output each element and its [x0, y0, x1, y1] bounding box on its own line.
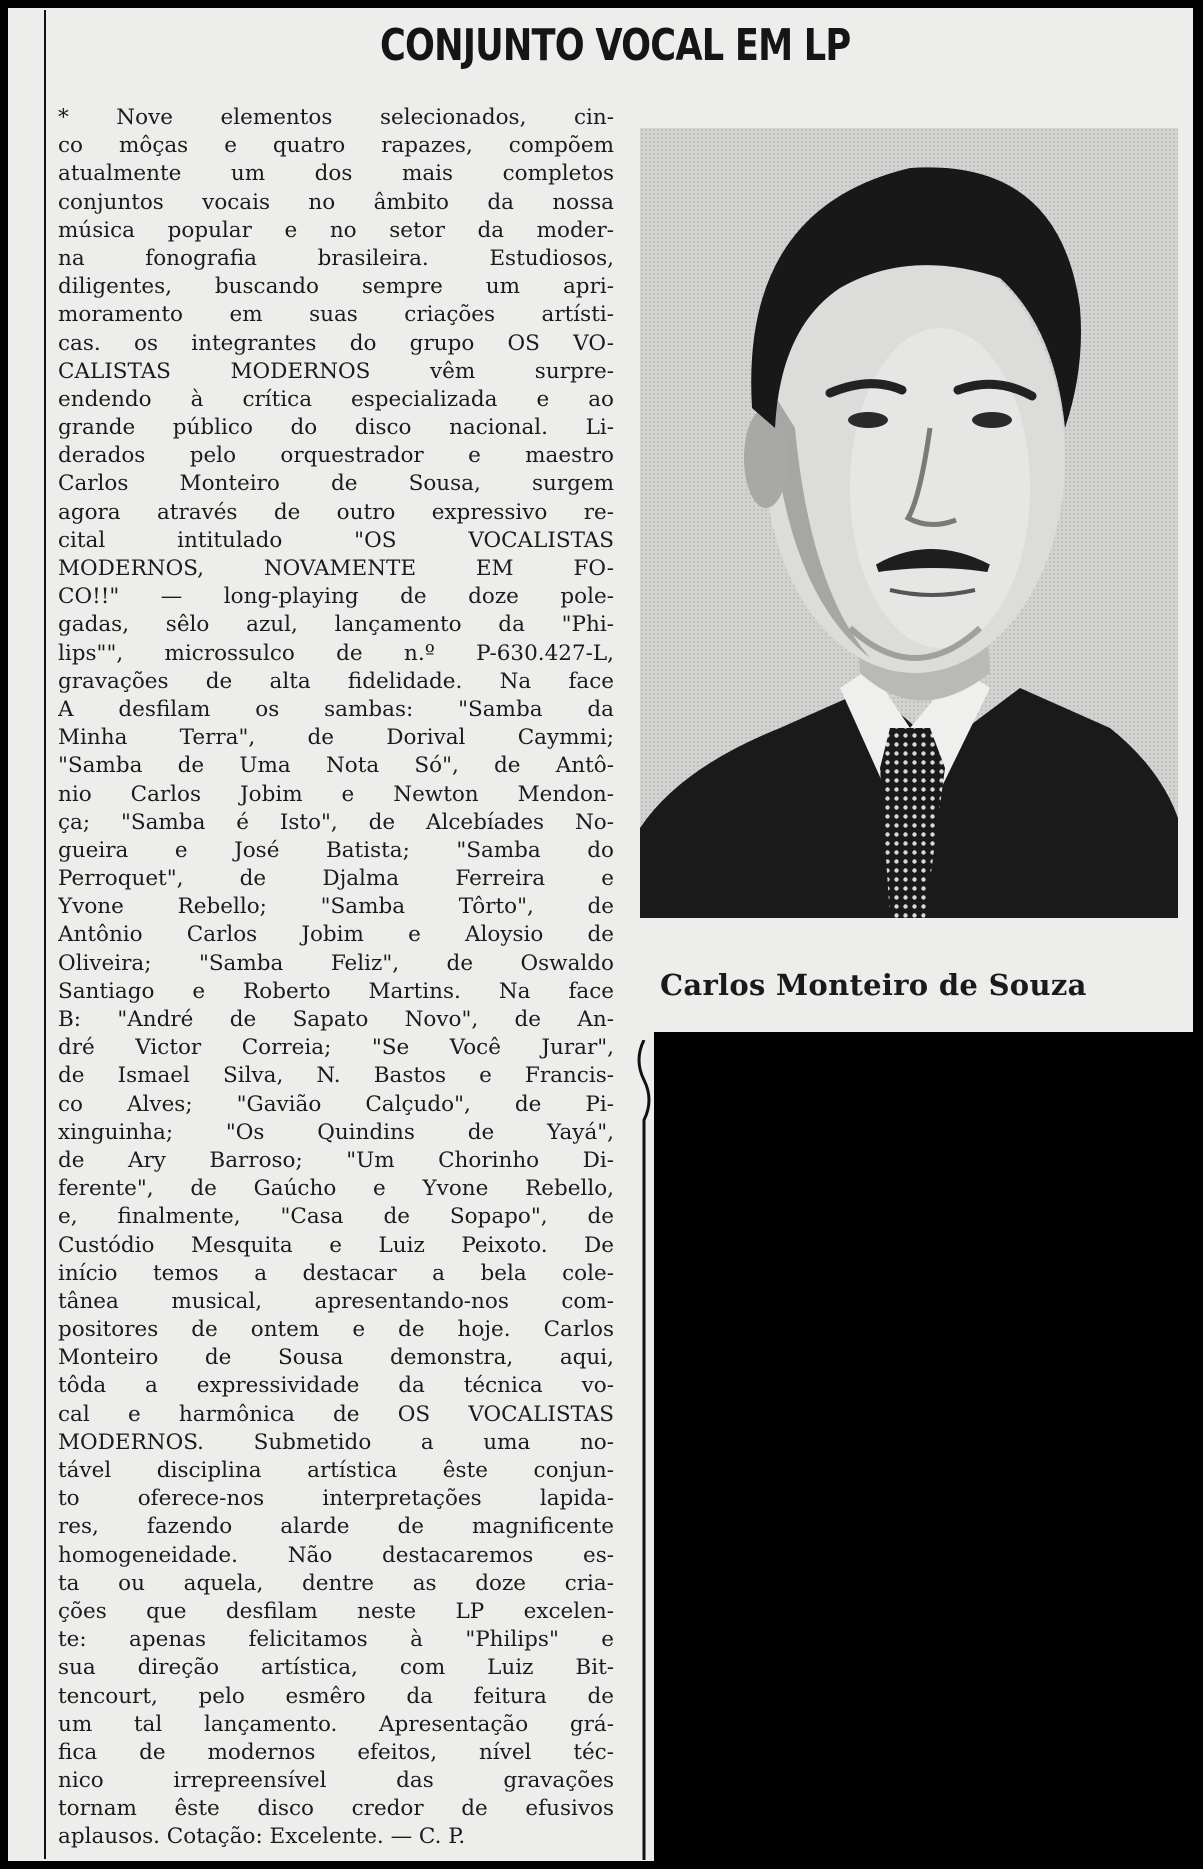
article-line: um tal lançamento. Apresentação grá- — [58, 1711, 614, 1737]
article-line: ta ou aquela, dentre as doze cria- — [58, 1570, 614, 1596]
article-line: na fonografia brasileira. Estudiosos, — [58, 245, 614, 271]
portrait-photo — [640, 128, 1178, 918]
article-line: tânea musical, apresentando-nos com- — [58, 1288, 614, 1314]
photo-caption: Carlos Monteiro de Souza — [660, 968, 1087, 1002]
article-line: conjuntos vocais no âmbito da nossa — [58, 189, 614, 215]
article-line: * Nove elementos selecionados, cin- — [58, 105, 614, 130]
article-line: CALISTAS MODERNOS vêm surpre- — [58, 358, 614, 384]
article-line: Perroquet", de Djalma Ferreira e — [58, 866, 614, 892]
article-line: tável disciplina artística êste conjun- — [58, 1458, 614, 1483]
article-line: homogeneidade. Não destacaremos es- — [58, 1542, 614, 1568]
article-line: Carlos Monteiro de Sousa, surgem — [58, 471, 614, 497]
article-line: aplausos. Cotação: Excelente. — C. P. — [58, 1824, 466, 1850]
article-line: positores de ontem e de hoje. Carlos — [58, 1317, 614, 1343]
article-line: moramento em suas criações artísti- — [58, 302, 614, 328]
article-line: CO!!" — long-playing de doze pole- — [58, 584, 614, 610]
article-line: atualmente um dos mais completos — [58, 161, 614, 187]
article-line: to oferece-nos interpretações lapida- — [58, 1486, 614, 1512]
article-line: B: "André de Sapato Novo", de An- — [58, 1007, 614, 1032]
article-line: tencourt, pelo esmêro da feitura de — [58, 1683, 614, 1709]
article-line: dré Victor Correia; "Se Você Jurar", — [58, 1035, 614, 1061]
article-line: Yvone Rebello; "Samba Tôrto", de — [58, 894, 614, 920]
article-line: cital intitulado "OS VOCALISTAS — [58, 527, 614, 553]
article-line: tôda a expressividade da técnica vo- — [58, 1373, 614, 1399]
article-line: xinguinha; "Os Quindins de Yayá", — [58, 1119, 614, 1145]
article-line: cas. os integrantes do grupo OS VO- — [58, 330, 614, 356]
article-line: diligentes, buscando sempre um apri- — [58, 274, 614, 300]
article-line: ferente", de Gaúcho e Yvone Rebello, — [58, 1176, 614, 1202]
article-line: "Samba de Uma Nota Só", de Antô- — [58, 753, 614, 779]
column-bracket-line — [632, 1040, 656, 1860]
article-line: fica de modernos efeitos, nível téc- — [58, 1739, 614, 1765]
article-line: agora através de outro expressivo re- — [58, 499, 614, 525]
article-line: Monteiro de Sousa demonstra, aqui, — [58, 1345, 614, 1371]
article-line: Minha Terra", de Dorival Caymmi; — [58, 725, 614, 751]
article-line: e, finalmente, "Casa de Sopapo", de — [58, 1204, 614, 1230]
article-line: ções que desfilam neste LP excelen- — [58, 1598, 614, 1624]
article-line: lips"", microssulco de n.º P-630.427-L, — [58, 640, 614, 666]
article-line: Antônio Carlos Jobim e Aloysio de — [58, 922, 614, 948]
article-line: tornam êste disco credor de efusivos — [58, 1796, 614, 1822]
article-line: Custódio Mesquita e Luiz Peixoto. De — [58, 1232, 614, 1258]
article-line: endendo à crítica especializada e ao — [58, 386, 614, 412]
article-line: de Ismael Silva, N. Bastos e Francis- — [58, 1063, 614, 1089]
article-line: Oliveira; "Samba Feliz", de Oswaldo — [58, 950, 614, 976]
article-line: música popular e no setor da moder- — [58, 217, 614, 243]
article-line: co môças e quatro rapazes, compõem — [58, 133, 614, 159]
article-line: MODERNOS, NOVAMENTE EM FO- — [58, 556, 614, 581]
article-line: ça; "Samba é Isto", de Alcebíades No- — [58, 809, 614, 835]
left-column-rule — [44, 10, 46, 1859]
article-line: início temos a destacar a bela cole- — [58, 1260, 614, 1286]
article-line: gueira e José Batista; "Samba do — [58, 837, 614, 863]
article-line: res, fazendo alarde de magnificente — [58, 1514, 614, 1540]
article-line: A desfilam os sambas: "Samba da — [58, 696, 614, 722]
article-line: Santiago e Roberto Martins. Na face — [58, 978, 614, 1004]
article-line: gadas, sêlo azul, lançamento da "Phi- — [58, 612, 614, 638]
headline: CONJUNTO VOCAL EM LP — [380, 20, 851, 71]
article-line: nio Carlos Jobim e Newton Mendon- — [58, 781, 614, 807]
portrait-illustration — [640, 128, 1178, 918]
article-line: de Ary Barroso; "Um Chorinho Di- — [58, 1147, 614, 1173]
article-line: co Alves; "Gavião Calçudo", de Pi- — [58, 1091, 614, 1117]
article-line: te: apenas felicitamos à "Philips" e — [58, 1627, 614, 1653]
article-line: grande público do disco nacional. Li- — [58, 415, 614, 441]
article-line: gravações de alta fidelidade. Na face — [58, 668, 614, 694]
article-line: MODERNOS. Submetido a uma no- — [58, 1429, 614, 1455]
article-line: nico irrepreensível das gravações — [58, 1768, 614, 1794]
article-body — [58, 104, 614, 1852]
article-line: sua direção artística, com Luiz Bit- — [58, 1655, 614, 1681]
article-line: derados pelo orquestrador e maestro — [58, 443, 614, 469]
article-line: cal e harmônica de OS VOCALISTAS — [58, 1401, 614, 1427]
